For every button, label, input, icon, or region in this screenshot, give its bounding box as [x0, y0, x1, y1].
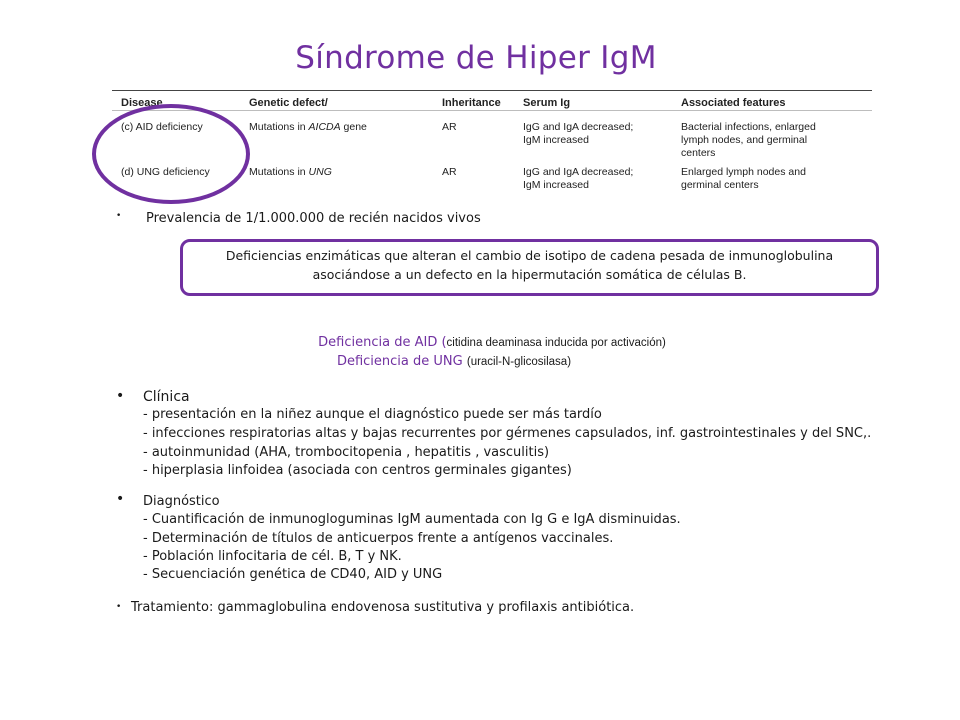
box-line: asociándose a un defecto en la hipermutación somática de células B.	[312, 267, 747, 282]
table-cell-serum-ig: IgG and IgA decreased; IgM increased	[523, 166, 634, 191]
deficiency-ung: Deficiencia de UNG (uracil-N-glicosilasa)	[336, 354, 572, 369]
table-header-disease: Disease	[121, 97, 163, 109]
table-header-rule	[112, 110, 872, 111]
table-top-rule	[112, 90, 872, 91]
deficiency-aid: Deficiencia de AID (citidina deaminasa inducida por activación)	[318, 335, 666, 350]
table-cell-inheritance: AR	[442, 121, 457, 133]
table-header-associated-features: Associated features	[681, 97, 786, 109]
prevalence-text: Prevalencia de 1/1.000.000 de recién nacidos vivos	[146, 211, 481, 226]
table-header-inheritance: Inheritance	[442, 97, 501, 109]
table-cell-disease: (c) AID deficiency	[121, 121, 203, 133]
tratamiento-text: Tratamiento: gammaglobulina endovenosa sustitutiva y profilaxis antibiótica.	[131, 600, 635, 615]
clinica-item: - infecciones respiratorias altas y bajas recurrentes por gérmenes capsulados, inf. gastrointestinales y del SNC,.	[143, 426, 872, 441]
clinica-item: - hiperplasia linfoidea (asociada con centros germinales gigantes)	[143, 463, 572, 478]
table-header-serum-ig: Serum Ig	[523, 97, 571, 109]
bullet: •	[116, 602, 122, 612]
deficiency-name: Deficiencia de AID	[318, 335, 438, 350]
bullet: •	[116, 211, 122, 221]
bullet: •	[116, 491, 125, 507]
diagnostico-item: - Secuenciación genética de CD40, AID y UNG	[143, 567, 443, 582]
table-cell-associated-features: Enlarged lymph nodes and germinal centers	[681, 166, 806, 191]
page-title: Síndrome de Hiper IgM	[295, 40, 657, 76]
clinica-item: - autoinmunidad (AHA, trombocitopenia , hepatitis , vasculitis)	[143, 445, 550, 460]
table-header-genetic-defect: Genetic defect/	[249, 97, 328, 109]
table-cell-inheritance: AR	[442, 166, 457, 178]
enzyme-deficiency-box	[180, 239, 879, 296]
diagnostico-title: Diagnóstico	[143, 494, 220, 509]
clinica-item: - presentación en la niñez aunque el diagnóstico puede ser más tardío	[143, 407, 602, 422]
deficiency-description: citidina deaminasa inducida por activación	[446, 337, 662, 349]
box-line: Deficiencias enzimáticas que alteran el cambio de isotipo de cadena pesada de inmunoglobulina	[225, 248, 834, 263]
diagnostico-item: - Cuantificación de inmunogloguminas IgM aumentada con Ig G e IgA disminuidas.	[143, 512, 681, 527]
bullet: •	[116, 388, 125, 404]
diagnostico-item: - Población linfocitaria de cél. B, T y NK.	[143, 549, 402, 564]
table-cell-genetic-defect: Mutations in AICDA gene	[249, 121, 367, 133]
table-cell-associated-features: Bacterial infections, enlarged lymph nodes, and germinal centers	[681, 121, 816, 159]
table-cell-serum-ig: IgG and IgA decreased; IgM increased	[523, 121, 634, 146]
highlight-circle	[92, 104, 250, 204]
deficiency-name: Deficiencia de UNG	[336, 354, 463, 369]
diagnostico-item: - Determinación de títulos de anticuerpos frente a antígenos vaccinales.	[143, 531, 614, 546]
table-cell-disease: (d) UNG deficiency	[121, 166, 210, 178]
clinica-title: Clínica	[143, 389, 190, 405]
deficiency-description: uracil-N-glicosilasa	[470, 356, 568, 368]
table-cell-genetic-defect: Mutations in UNG	[249, 166, 332, 178]
